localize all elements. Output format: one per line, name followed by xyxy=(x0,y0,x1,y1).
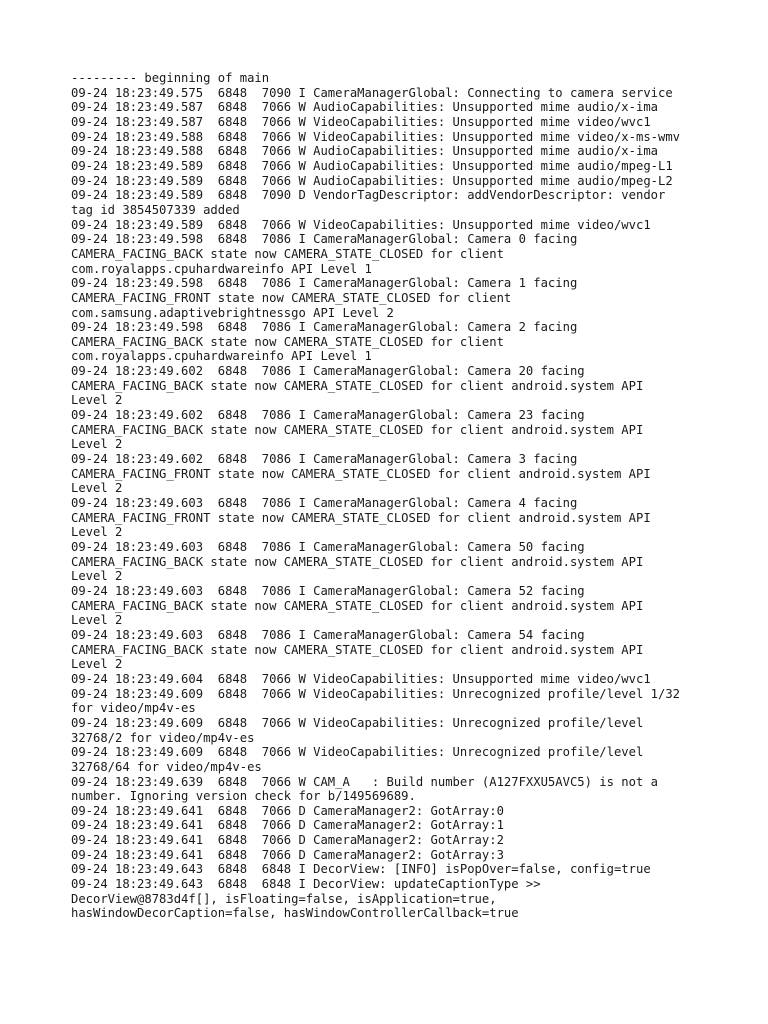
log-line: 09-24 18:23:49.641 6848 7066 D CameraManager2: GotArray:0 xyxy=(71,803,504,818)
log-line: 09-24 18:23:49.603 6848 7086 I CameraManagerGlobal: Camera 50 facing xyxy=(71,540,585,554)
log-line: 09-24 18:23:49.643 6848 6848 I DecorView: [INFO] isPopOver=false, config=true xyxy=(71,862,651,877)
log-line: Level 2 xyxy=(71,393,123,408)
log-line: Level 2 xyxy=(71,481,123,496)
log-line: CAMERA_FACING_BACK state now CAMERA_STATE_CLOSED for client android.system API xyxy=(71,422,644,437)
log-line: 09-24 18:23:49.643 6848 6848 I DecorView: updateCaptionType >> xyxy=(71,877,541,892)
log-line: CAMERA_FACING_BACK state now CAMERA_STATE_CLOSED for client android.system API xyxy=(71,598,644,613)
log-line: 09-24 18:23:49.589 6848 7066 W VideoCapabilities: Unsupported mime video/wvc1 xyxy=(71,217,651,232)
log-line: Level 2 xyxy=(71,657,123,672)
log-line: Level 2 xyxy=(71,569,123,584)
log-line: 09-24 18:23:49.609 6848 7066 W VideoCapabilities: Unrecognized profile/level 1/32 xyxy=(71,686,681,701)
log-line: Level 2 xyxy=(71,525,123,540)
log-line: 09-24 18:23:49.609 6848 7066 W VideoCapabilities: Unrecognized profile/level xyxy=(71,715,644,730)
log-line: 09-24 18:23:49.598 6848 7086 I CameraManagerGlobal: Camera 2 facing xyxy=(71,320,578,335)
log-line: 32768/2 for video/mp4v-es xyxy=(71,730,255,745)
log-line: CAMERA_FACING_FRONT state now CAMERA_STATE_CLOSED for client android.system API xyxy=(71,510,651,525)
log-line: 09-24 18:23:49.641 6848 7066 D CameraManager2: GotArray:2 xyxy=(71,833,504,848)
log-document xyxy=(71,71,711,921)
log-line: CAMERA_FACING_BACK state now CAMERA_STATE_CLOSED for client android.system API xyxy=(71,642,644,657)
log-line: 09-24 18:23:49.575 6848 7090 I CameraManagerGlobal: Connecting to camera service xyxy=(71,85,673,100)
log-line: CAMERA_FACING_FRONT state now CAMERA_STATE_CLOSED for client android.system API xyxy=(71,466,651,481)
log-line: 09-24 18:23:49.609 6848 7066 W VideoCapabilities: Unrecognized profile/level xyxy=(71,745,644,760)
log-line: 09-24 18:23:49.603 6848 7086 I CameraManagerGlobal: Camera 52 facing xyxy=(71,583,585,598)
log-line: DecorView@8783d4f[], isFloating=false, isApplication=true, xyxy=(71,891,497,906)
log-line: 09-24 18:23:49.587 6848 7066 W VideoCapabilities: Unsupported mime video/wvc1 xyxy=(71,114,651,129)
log-line: 09-24 18:23:49.587 6848 7066 W AudioCapabilities: Unsupported mime audio/x-ima xyxy=(71,100,658,115)
log-line: 09-24 18:23:49.589 6848 7066 W AudioCapabilities: Unsupported mime audio/mpeg-L2 xyxy=(71,173,673,188)
log-line: CAMERA_FACING_BACK state now CAMERA_STATE_CLOSED for client android.system API xyxy=(71,554,644,569)
log-line: com.samsung.adaptivebrightnessgo API Level 2 xyxy=(71,305,394,320)
log-line: 09-24 18:23:49.604 6848 7066 W VideoCapabilities: Unsupported mime video/wvc1 xyxy=(71,671,651,686)
log-line: com.royalapps.cpuhardwareinfo API Level 1 xyxy=(71,349,372,364)
log-line: 09-24 18:23:49.641 6848 7066 D CameraManager2: GotArray:3 xyxy=(71,847,504,862)
log-line: CAMERA_FACING_BACK state now CAMERA_STATE_CLOSED for client xyxy=(71,246,504,261)
log-line: number. Ignoring version check for b/149569689. xyxy=(71,789,416,804)
log-line: for video/mp4v-es xyxy=(71,701,196,716)
log-line: 09-24 18:23:49.603 6848 7086 I CameraManagerGlobal: Camera 54 facing xyxy=(71,627,585,642)
log-line: Level 2 xyxy=(71,613,123,628)
log-line: 09-24 18:23:49.598 6848 7086 I CameraManagerGlobal: Camera 0 facing xyxy=(71,232,578,247)
log-line: 09-24 18:23:49.602 6848 7086 I CameraManagerGlobal: Camera 20 facing xyxy=(71,364,585,379)
log-line: 09-24 18:23:49.603 6848 7086 I CameraManagerGlobal: Camera 4 facing xyxy=(71,496,578,511)
log-line: com.royalapps.cpuhardwareinfo API Level 1 xyxy=(71,261,372,276)
log-line: 09-24 18:23:49.639 6848 7066 W CAM_A : Build number (A127FXXU5AVC5) is not a xyxy=(71,774,658,789)
log-line: 09-24 18:23:49.602 6848 7086 I CameraManagerGlobal: Camera 23 facing xyxy=(71,408,585,423)
log-line: tag id 3854507339 added xyxy=(71,202,240,217)
log-header-line: --------- beginning of main xyxy=(71,71,270,85)
log-line: hasWindowDecorCaption=false, hasWindowControllerCallback=true xyxy=(71,906,519,921)
log-line: 09-24 18:23:49.598 6848 7086 I CameraManagerGlobal: Camera 1 facing xyxy=(71,276,578,291)
log-line: 09-24 18:23:49.588 6848 7066 W VideoCapabilities: Unsupported mime video/x-ms-wmv xyxy=(71,129,681,144)
log-line: CAMERA_FACING_BACK state now CAMERA_STATE_CLOSED for client android.system API xyxy=(71,378,644,393)
log-line: 09-24 18:23:49.589 6848 7090 D VendorTagDescriptor: addVendorDescriptor: vendor xyxy=(71,188,666,203)
log-line: Level 2 xyxy=(71,437,123,452)
log-line: CAMERA_FACING_FRONT state now CAMERA_STATE_CLOSED for client xyxy=(71,290,512,305)
log-line: 09-24 18:23:49.589 6848 7066 W AudioCapabilities: Unsupported mime audio/mpeg-L1 xyxy=(71,158,673,173)
log-line: 32768/64 for video/mp4v-es xyxy=(71,759,262,774)
log-line: CAMERA_FACING_BACK state now CAMERA_STATE_CLOSED for client xyxy=(71,334,504,349)
log-line: 09-24 18:23:49.641 6848 7066 D CameraManager2: GotArray:1 xyxy=(71,818,504,833)
log-line: 09-24 18:23:49.602 6848 7086 I CameraManagerGlobal: Camera 3 facing xyxy=(71,452,578,467)
log-line: 09-24 18:23:49.588 6848 7066 W AudioCapabilities: Unsupported mime audio/x-ima xyxy=(71,144,658,159)
